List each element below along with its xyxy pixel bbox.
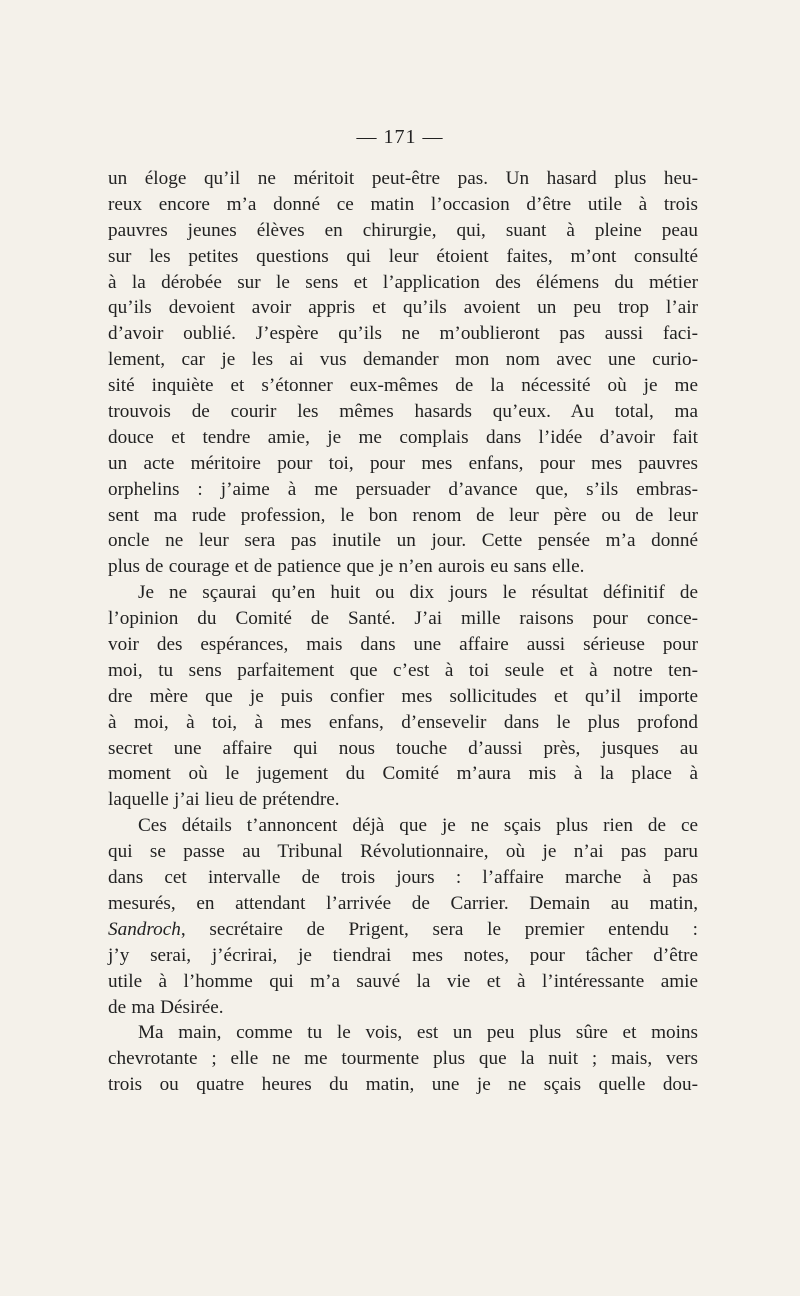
text-line: à moi, à toi, à mes enfans, d’ensevelir dans le plus profond (108, 711, 698, 733)
text-line: moment où le jugement du Comité m’aura mis à la place à (108, 763, 698, 785)
text-line: chevrotante ; elle ne me tourmente plus que la nuit ; mais, vers (108, 1048, 698, 1070)
text-line-with-italic-name (108, 917, 698, 943)
text-line: à la dérobée sur le sens et l’application des élémens du métier (108, 271, 698, 293)
text-line: lement, car je les ai vus demander mon nom avec une curio- (108, 349, 698, 371)
text-line: oncle ne leur sera pas inutile un jour. Cette pensée m’a donné (108, 530, 698, 552)
text-fragment: , secrétaire de Prigent, sera le premier entendu : (180, 918, 698, 940)
text-line: reux encore m’a donné ce matin l’occasion d’être utile à trois (108, 193, 698, 215)
text-line: trouvois de courir les mêmes hasards qu’eux. Au total, ma (108, 401, 698, 423)
text-line: moi, tu sens parfaitement que c’est à toi seule et à notre ten- (108, 659, 698, 681)
text-line: dans cet intervalle de trois jours : l’affaire marche à pas (108, 867, 698, 889)
text-line: qu’ils devoient avoir appris et qu’ils avoient un peu trop l’air (108, 297, 698, 319)
text-line: utile à l’homme qui m’a sauvé la vie et à l’intéressante amie (108, 970, 698, 992)
text-line: pauvres jeunes élèves en chirurgie, qui, suant à pleine peau (108, 219, 698, 241)
text-line: sité inquiète et s’étonner eux-mêmes de la nécessité où je me (108, 375, 698, 397)
text-line: plus de courage et de patience que je n’en aurois eu sans elle. (108, 556, 585, 578)
body-text (108, 166, 698, 1098)
text-line: douce et tendre amie, je me complais dans l’idée d’avoir fait (108, 426, 698, 448)
text-line: orphelins : j’aime à me persuader d’avance que, s’ils embras- (108, 478, 698, 500)
text-line: mesurés, en attendant l’arrivée de Carrier. Demain au matin, (108, 892, 698, 914)
text-line: un éloge qu’il ne méritoit peut-être pas. Un hasard plus heu- (108, 168, 698, 189)
text-line: j’y serai, j’écrirai, je tiendrai mes notes, pour tâcher d’être (108, 944, 698, 966)
text-line: voir des espérances, mais dans une affaire aussi sérieuse pour (108, 634, 698, 656)
text-line: l’opinion du Comité de Santé. J’ai mille raisons pour conce- (108, 608, 698, 630)
text-line: sur les petites questions qui leur étoient faites, m’ont consulté (108, 245, 698, 267)
paragraph-start: Ces détails t’annoncent déjà que je ne sçais plus rien de ce (138, 815, 698, 837)
text-line: secret une affaire qui nous touche d’aussi près, jusques au (108, 737, 698, 759)
text-line: dre mère que je puis confier mes sollicitudes et qu’il importe (108, 685, 698, 707)
text-line: trois ou quatre heures du matin, une je ne sçais quelle dou- (108, 1074, 698, 1096)
paragraph-start: Je ne sçaurai qu’en huit ou dix jours le résultat définitif de (138, 582, 698, 604)
page-number: — 171 — (356, 126, 444, 148)
italic-name: Sandroch (108, 918, 181, 940)
text-line: sent ma rude profession, le bon renom de leur père ou de leur (108, 504, 698, 526)
paragraph-start: Ma main, comme tu le vois, est un peu plus sûre et moins (138, 1022, 698, 1044)
text-line: laquelle j’ai lieu de prétendre. (108, 789, 340, 811)
text-line: qui se passe au Tribunal Révolutionnaire, où je n’ai pas paru (108, 841, 698, 863)
text-line: de ma Désirée. (108, 996, 224, 1018)
text-line: d’avoir oublié. J’espère qu’ils ne m’oublieront pas aussi faci- (108, 323, 698, 345)
text-line: un acte méritoire pour toi, pour mes enfans, pour mes pauvres (108, 452, 698, 474)
